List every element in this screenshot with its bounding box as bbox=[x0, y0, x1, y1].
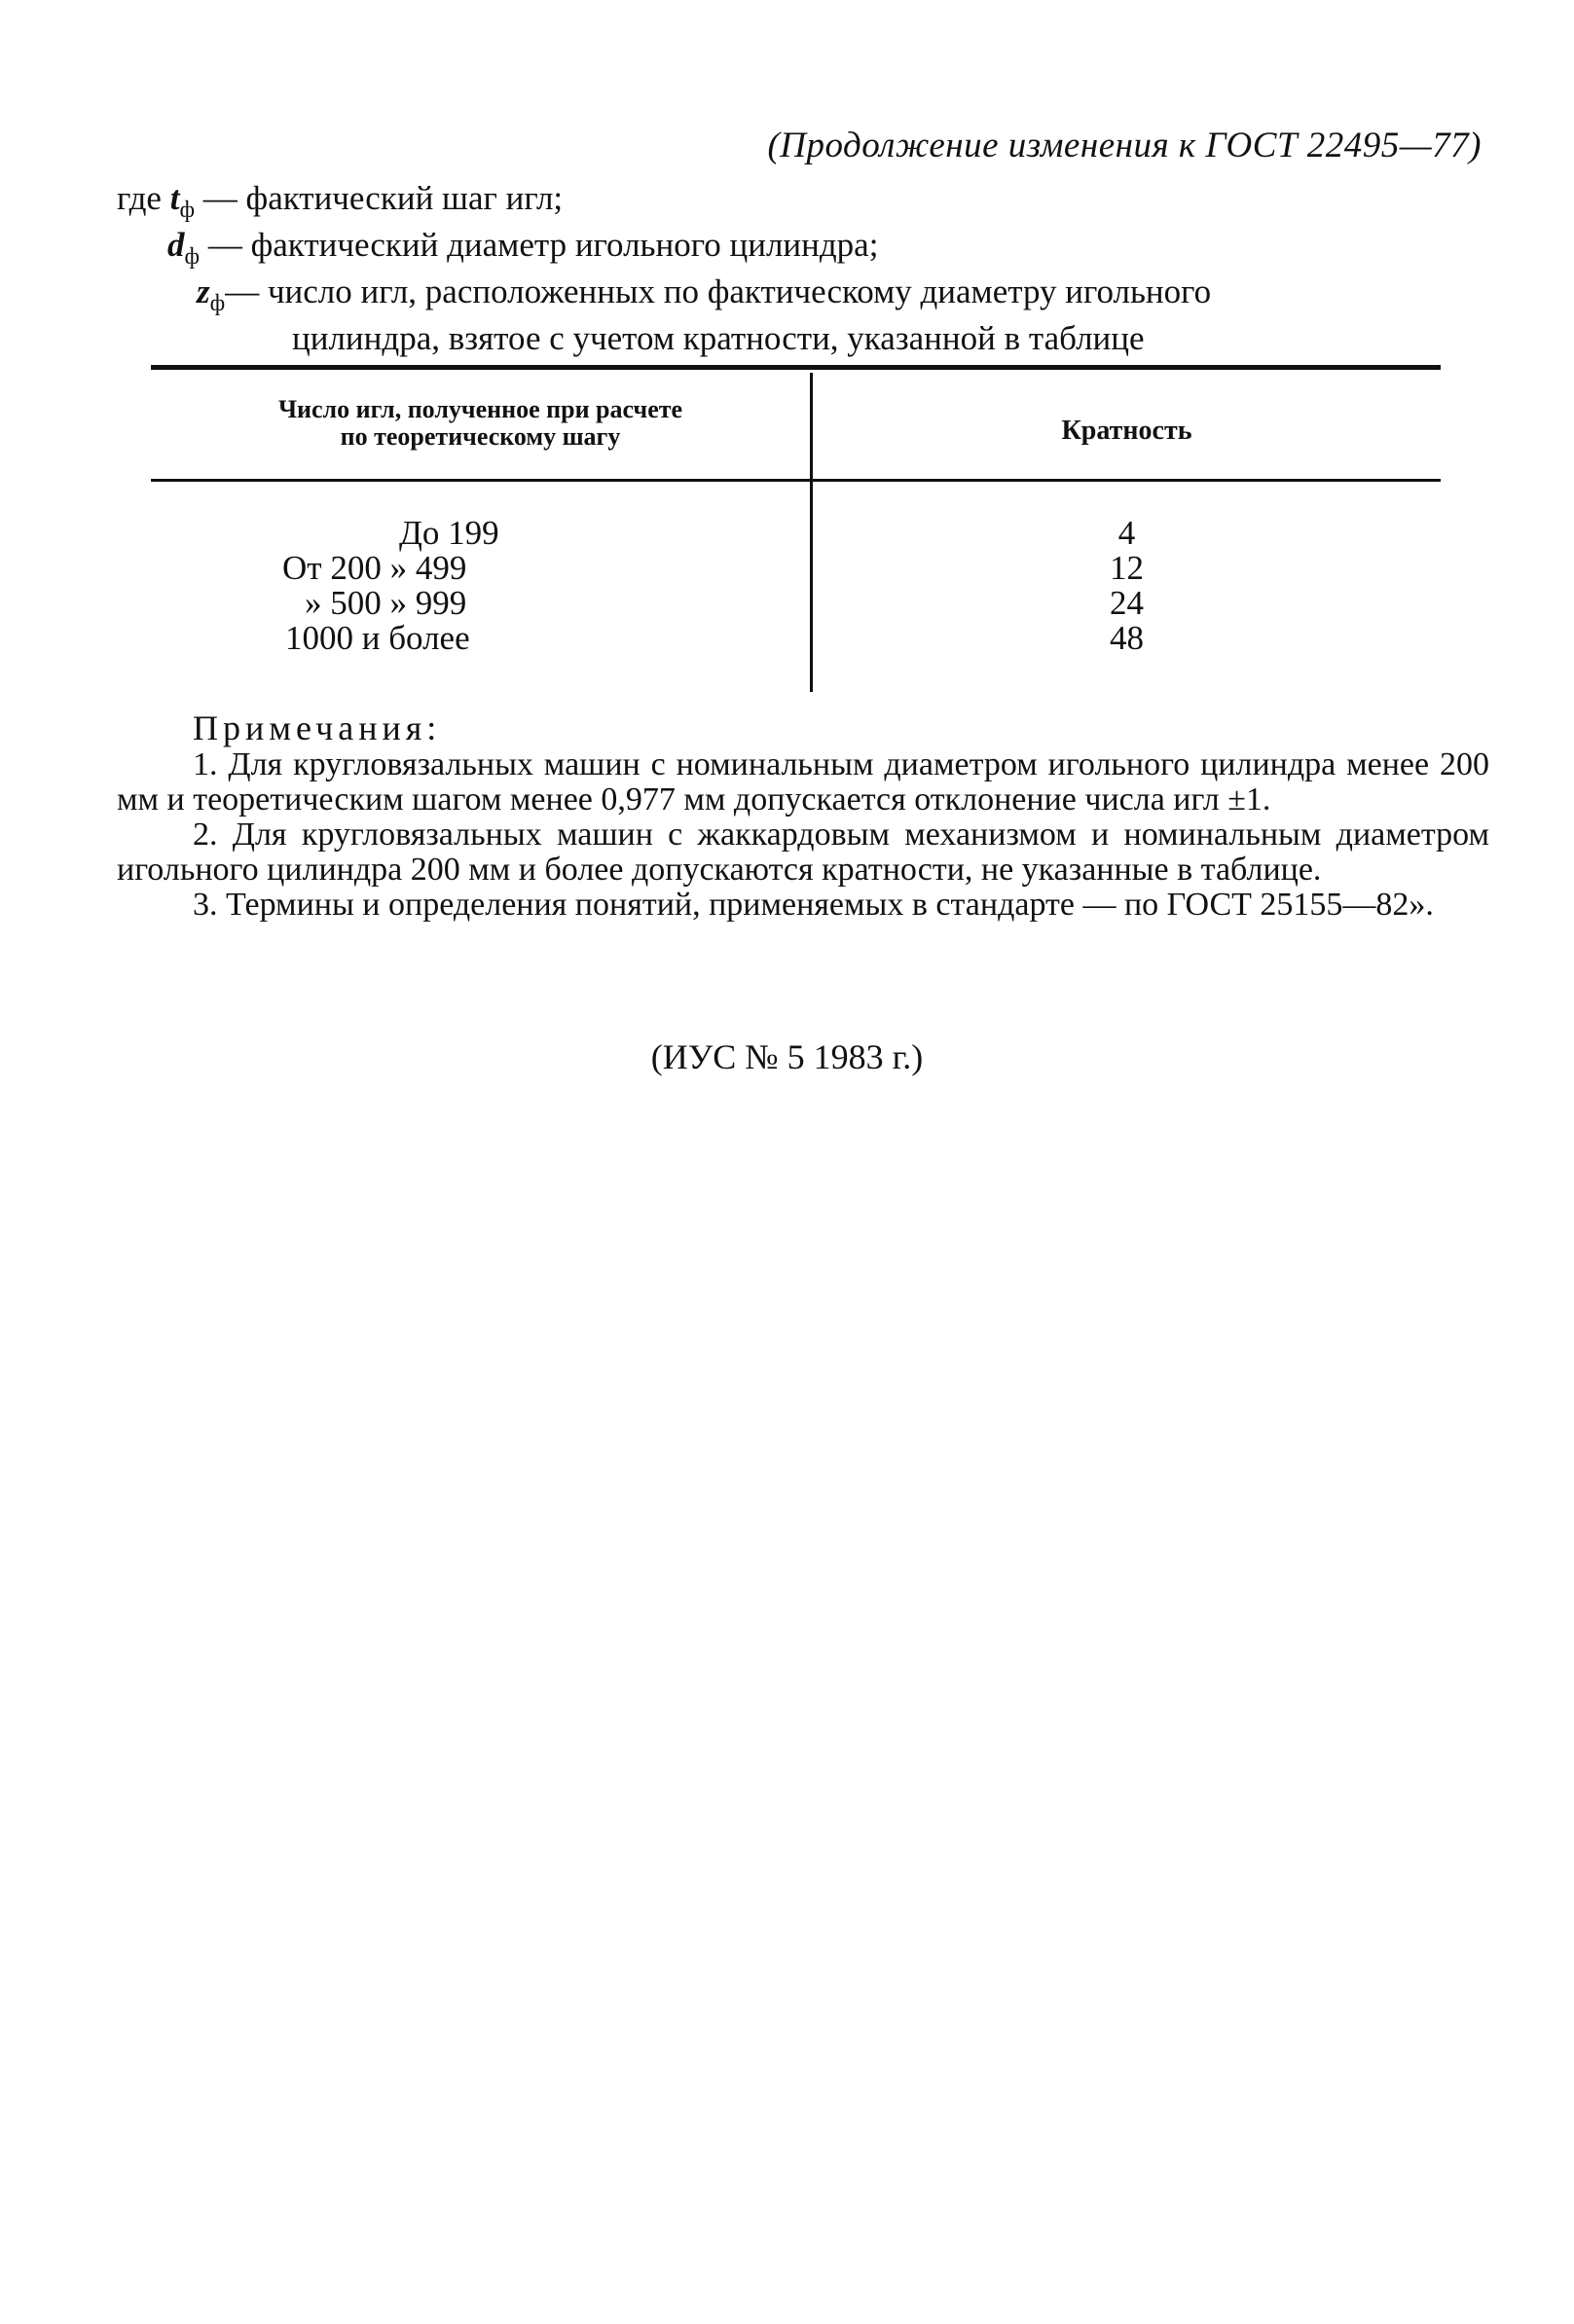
symbol-z: $z_ф$ bbox=[197, 272, 226, 316]
table-header-multiplicity: Кратность bbox=[1061, 416, 1192, 446]
note-item-2: 2. Для кругловязальных машин с жаккардовым механизмом и номинальным диаметром игольного цилиндра 200 мм и более допускаются кратности, не указанные в таблице. bbox=[117, 817, 1489, 888]
table-cell-range: » 500 » 999 bbox=[305, 584, 467, 622]
table-header-needle-count bbox=[151, 396, 810, 451]
header-line-1: Число игл, полученное при расчете bbox=[277, 395, 683, 423]
definition-text: — фактический диаметр игольного цилиндра; bbox=[200, 226, 879, 264]
definition-prefix: где bbox=[117, 179, 170, 217]
notes-section bbox=[117, 710, 1489, 923]
symbol-definitions bbox=[117, 175, 1499, 362]
table-cell-multiplicity: 48 bbox=[1110, 619, 1144, 657]
table-cell-range: 1000 и более bbox=[285, 619, 470, 657]
table-header-rule bbox=[151, 479, 1441, 482]
table-cell-range: От 200 » 499 bbox=[282, 549, 467, 587]
multiplicity-table bbox=[151, 365, 1441, 696]
definition-text: — фактический шаг игл; bbox=[195, 179, 564, 217]
table-column-ranges bbox=[151, 516, 810, 656]
note-item-1: 1. Для кругловязальных машин с номинальным диаметром игольного цилиндра менее 200 мм и теоретическим шагом менее 0,977 мм допускается отклонение числа игл ±1. bbox=[117, 746, 1489, 817]
definition-z bbox=[117, 269, 1499, 315]
source-reference: (ИУС № 5 1983 г.) bbox=[650, 1037, 924, 1076]
symbol-d: $d_ф$ bbox=[167, 226, 201, 270]
table-column-multiplicity bbox=[813, 516, 1441, 656]
continuation-header: (Продолжение изменения к ГОСТ 22495—77) bbox=[767, 126, 1482, 165]
table-cell-multiplicity: 24 bbox=[1110, 584, 1144, 622]
table-cell-multiplicity: 12 bbox=[1110, 549, 1144, 587]
definition-z-continuation: цилиндра, взятое с учетом кратности, указанной в таблице bbox=[292, 319, 1145, 357]
definition-d bbox=[117, 222, 1499, 269]
notes-title: Примечания: bbox=[193, 708, 442, 747]
definition-t bbox=[117, 175, 1499, 222]
definition-text: — число игл, расположенных по фактическому диаметру игольного bbox=[225, 272, 1212, 310]
note-item-3: 3. Термины и определения понятий, применяемых в стандарте — по ГОСТ 25155—82». bbox=[193, 887, 1434, 923]
table-top-rule bbox=[151, 365, 1441, 370]
table-cell-range: До 199 bbox=[399, 514, 499, 552]
symbol-t: $t_ф$ bbox=[169, 179, 196, 223]
table-cell-multiplicity: 4 bbox=[1117, 514, 1136, 552]
header-line-2: по теоретическому шагу bbox=[340, 422, 621, 451]
